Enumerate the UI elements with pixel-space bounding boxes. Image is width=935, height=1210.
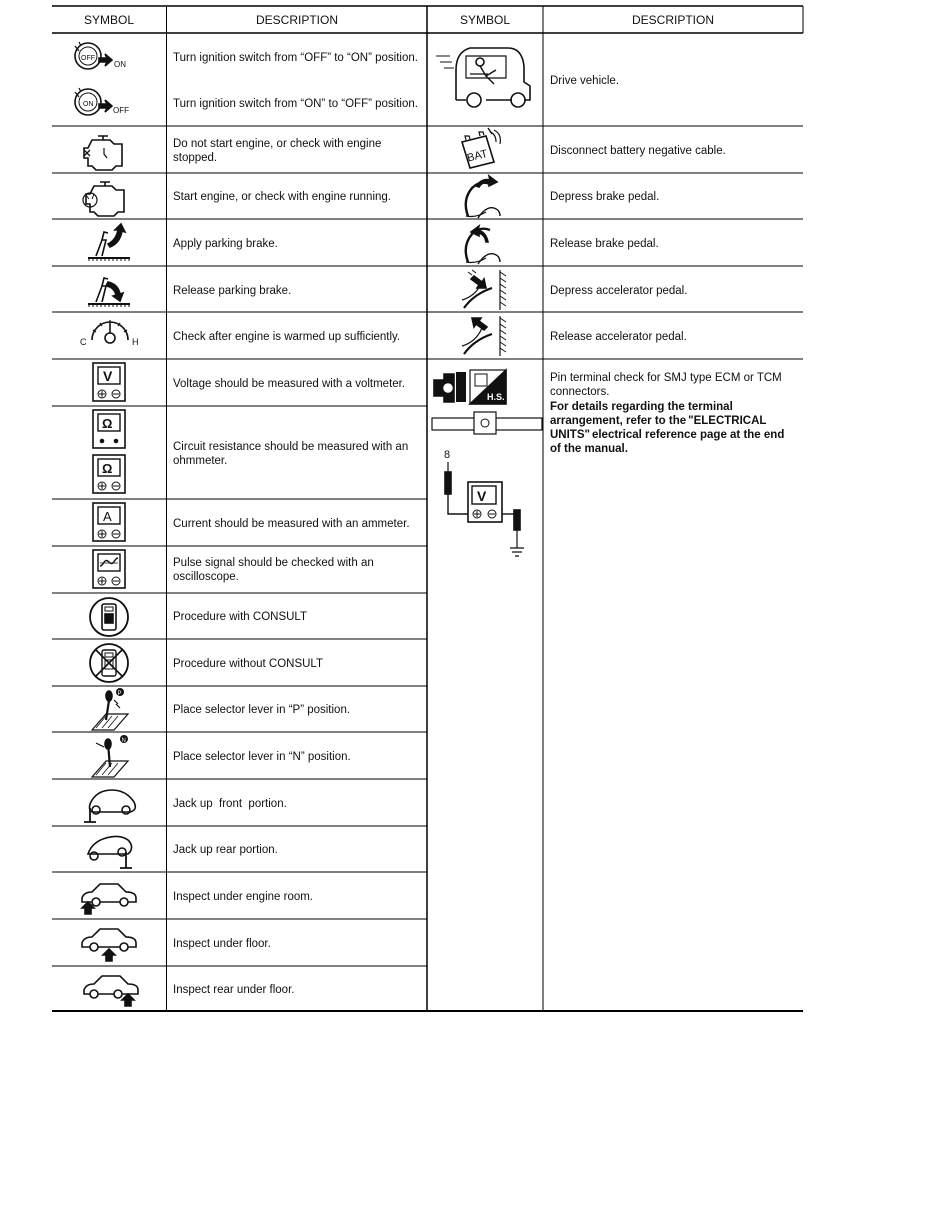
description-text: Apply parking brake. <box>173 238 278 250</box>
description-text: Disconnect battery negative cable. <box>550 145 726 157</box>
note-text: electrical reference page at the end <box>591 429 785 441</box>
description-text: Inspect under engine room. <box>173 891 314 903</box>
svg-text:8: 8 <box>444 449 451 461</box>
description-text: Drive vehicle. <box>550 75 620 87</box>
description-line-1: Pulse signal should be checked with an <box>173 557 374 569</box>
note-link-text: UNITS <box>550 429 585 441</box>
description-text: Procedure without CONSULT <box>173 658 323 670</box>
svg-text:OFF: OFF <box>81 55 95 62</box>
svg-text:H: H <box>132 337 139 347</box>
inspect-engine-room-icon <box>82 884 136 914</box>
description-text <box>173 138 385 164</box>
note-line-2 <box>550 415 766 427</box>
svg-text:V: V <box>103 368 113 384</box>
note-line-1: For details regarding the terminal <box>550 401 733 413</box>
svg-text:BAT: BAT <box>465 147 489 165</box>
engine-running-icon <box>83 182 124 216</box>
description-line-1: Pin terminal check for SMJ type ECM or TCM <box>550 372 782 384</box>
svg-text:H.S.: H.S. <box>487 392 505 402</box>
jack-rear-icon <box>88 836 132 868</box>
consult-icon <box>90 598 128 636</box>
svg-text:P: P <box>117 691 122 697</box>
description-text: Turn ignition switch from “OFF” to “ON” position. <box>173 52 418 64</box>
description-text: Jack up rear portion. <box>173 844 278 856</box>
release-brake-icon <box>466 226 500 264</box>
description-text: Release brake pedal. <box>550 238 659 250</box>
no-consult-icon <box>90 644 128 682</box>
description-text: Inspect under floor. <box>173 938 271 950</box>
note-quote: " <box>584 429 590 441</box>
description-text: Check after engine is warmed up sufficiently. <box>173 331 401 343</box>
header-description-left: DESCRIPTION <box>255 13 339 27</box>
header-symbol-right: SYMBOL <box>459 13 511 27</box>
svg-text:OFF: OFF <box>113 106 129 115</box>
description-text <box>173 441 411 467</box>
svg-text:Ω: Ω <box>102 416 113 431</box>
pin-terminal-check-icon <box>432 370 542 556</box>
description-text: Depress accelerator pedal. <box>550 285 688 297</box>
svg-text:V: V <box>477 488 487 504</box>
description-line-1: Do not start engine, or check with engine <box>173 138 382 150</box>
description-text: Place selector lever in “P” position. <box>173 704 351 716</box>
header-description-right: DESCRIPTION <box>631 13 715 27</box>
selector-lever-p-icon <box>92 688 128 730</box>
depress-accelerator-icon <box>462 270 506 310</box>
inspect-rear-floor-icon <box>84 976 138 1006</box>
svg-text:ON: ON <box>83 101 94 108</box>
depress-brake-icon <box>466 176 500 218</box>
apply-parking-brake-icon <box>88 224 130 260</box>
ammeter-icon <box>93 503 125 541</box>
description-text: Start engine, or check with engine running. <box>173 191 391 203</box>
jack-front-icon <box>84 790 135 822</box>
description-text: Release parking brake. <box>173 285 292 297</box>
description-text: Place selector lever in “N” position. <box>173 751 351 763</box>
ignition-on-to-off-icon <box>75 88 129 115</box>
description-text: Jack up front portion. <box>173 798 287 810</box>
ohmmeter-icon <box>93 410 125 493</box>
svg-text:ON: ON <box>114 60 126 69</box>
header-symbol-left: SYMBOL <box>83 13 135 27</box>
description-line-2: connectors. <box>550 386 610 398</box>
description-line-2: stopped. <box>173 152 218 164</box>
svg-text:C: C <box>80 337 87 347</box>
svg-text:N: N <box>121 738 126 744</box>
description-text: Release accelerator pedal. <box>550 331 687 343</box>
description-line-2: oscilloscope. <box>173 571 239 583</box>
description-text: Inspect rear under floor. <box>173 984 295 996</box>
description-text: Turn ignition switch from “ON” to “OFF” position. <box>173 98 418 110</box>
note-line-3 <box>550 429 784 441</box>
battery-icon <box>462 128 500 168</box>
pin-check-description <box>550 372 785 398</box>
description-text: Voltage should be measured with a voltmeter. <box>173 378 406 390</box>
release-parking-brake-icon <box>88 278 130 306</box>
note-quote: " <box>688 415 694 427</box>
oscilloscope-icon <box>93 550 125 588</box>
description-text: Current should be measured with an ammeter. <box>173 518 410 530</box>
svg-text:Ω: Ω <box>102 461 113 476</box>
engine-stopped-icon <box>84 136 122 170</box>
temperature-gauge-icon <box>80 320 139 347</box>
drive-vehicle-icon <box>436 48 530 107</box>
note-line-4: of the manual. <box>550 443 628 455</box>
description-text: Depress brake pedal. <box>550 191 660 203</box>
note-link-text: ELECTRICAL <box>693 415 767 427</box>
svg-text:A: A <box>103 509 112 524</box>
description-text <box>173 557 377 583</box>
description-line-2: ohmmeter. <box>173 455 228 467</box>
inspect-floor-icon <box>82 929 136 961</box>
note-text: arrangement, refer to the <box>550 415 687 427</box>
description-text: Procedure with CONSULT <box>173 611 307 623</box>
ignition-off-to-on-icon <box>75 42 126 69</box>
description-line-1: Circuit resistance should be measured with an <box>173 441 409 453</box>
voltmeter-icon <box>93 363 125 401</box>
release-accelerator-icon <box>462 316 506 356</box>
selector-lever-n-icon <box>92 735 128 777</box>
